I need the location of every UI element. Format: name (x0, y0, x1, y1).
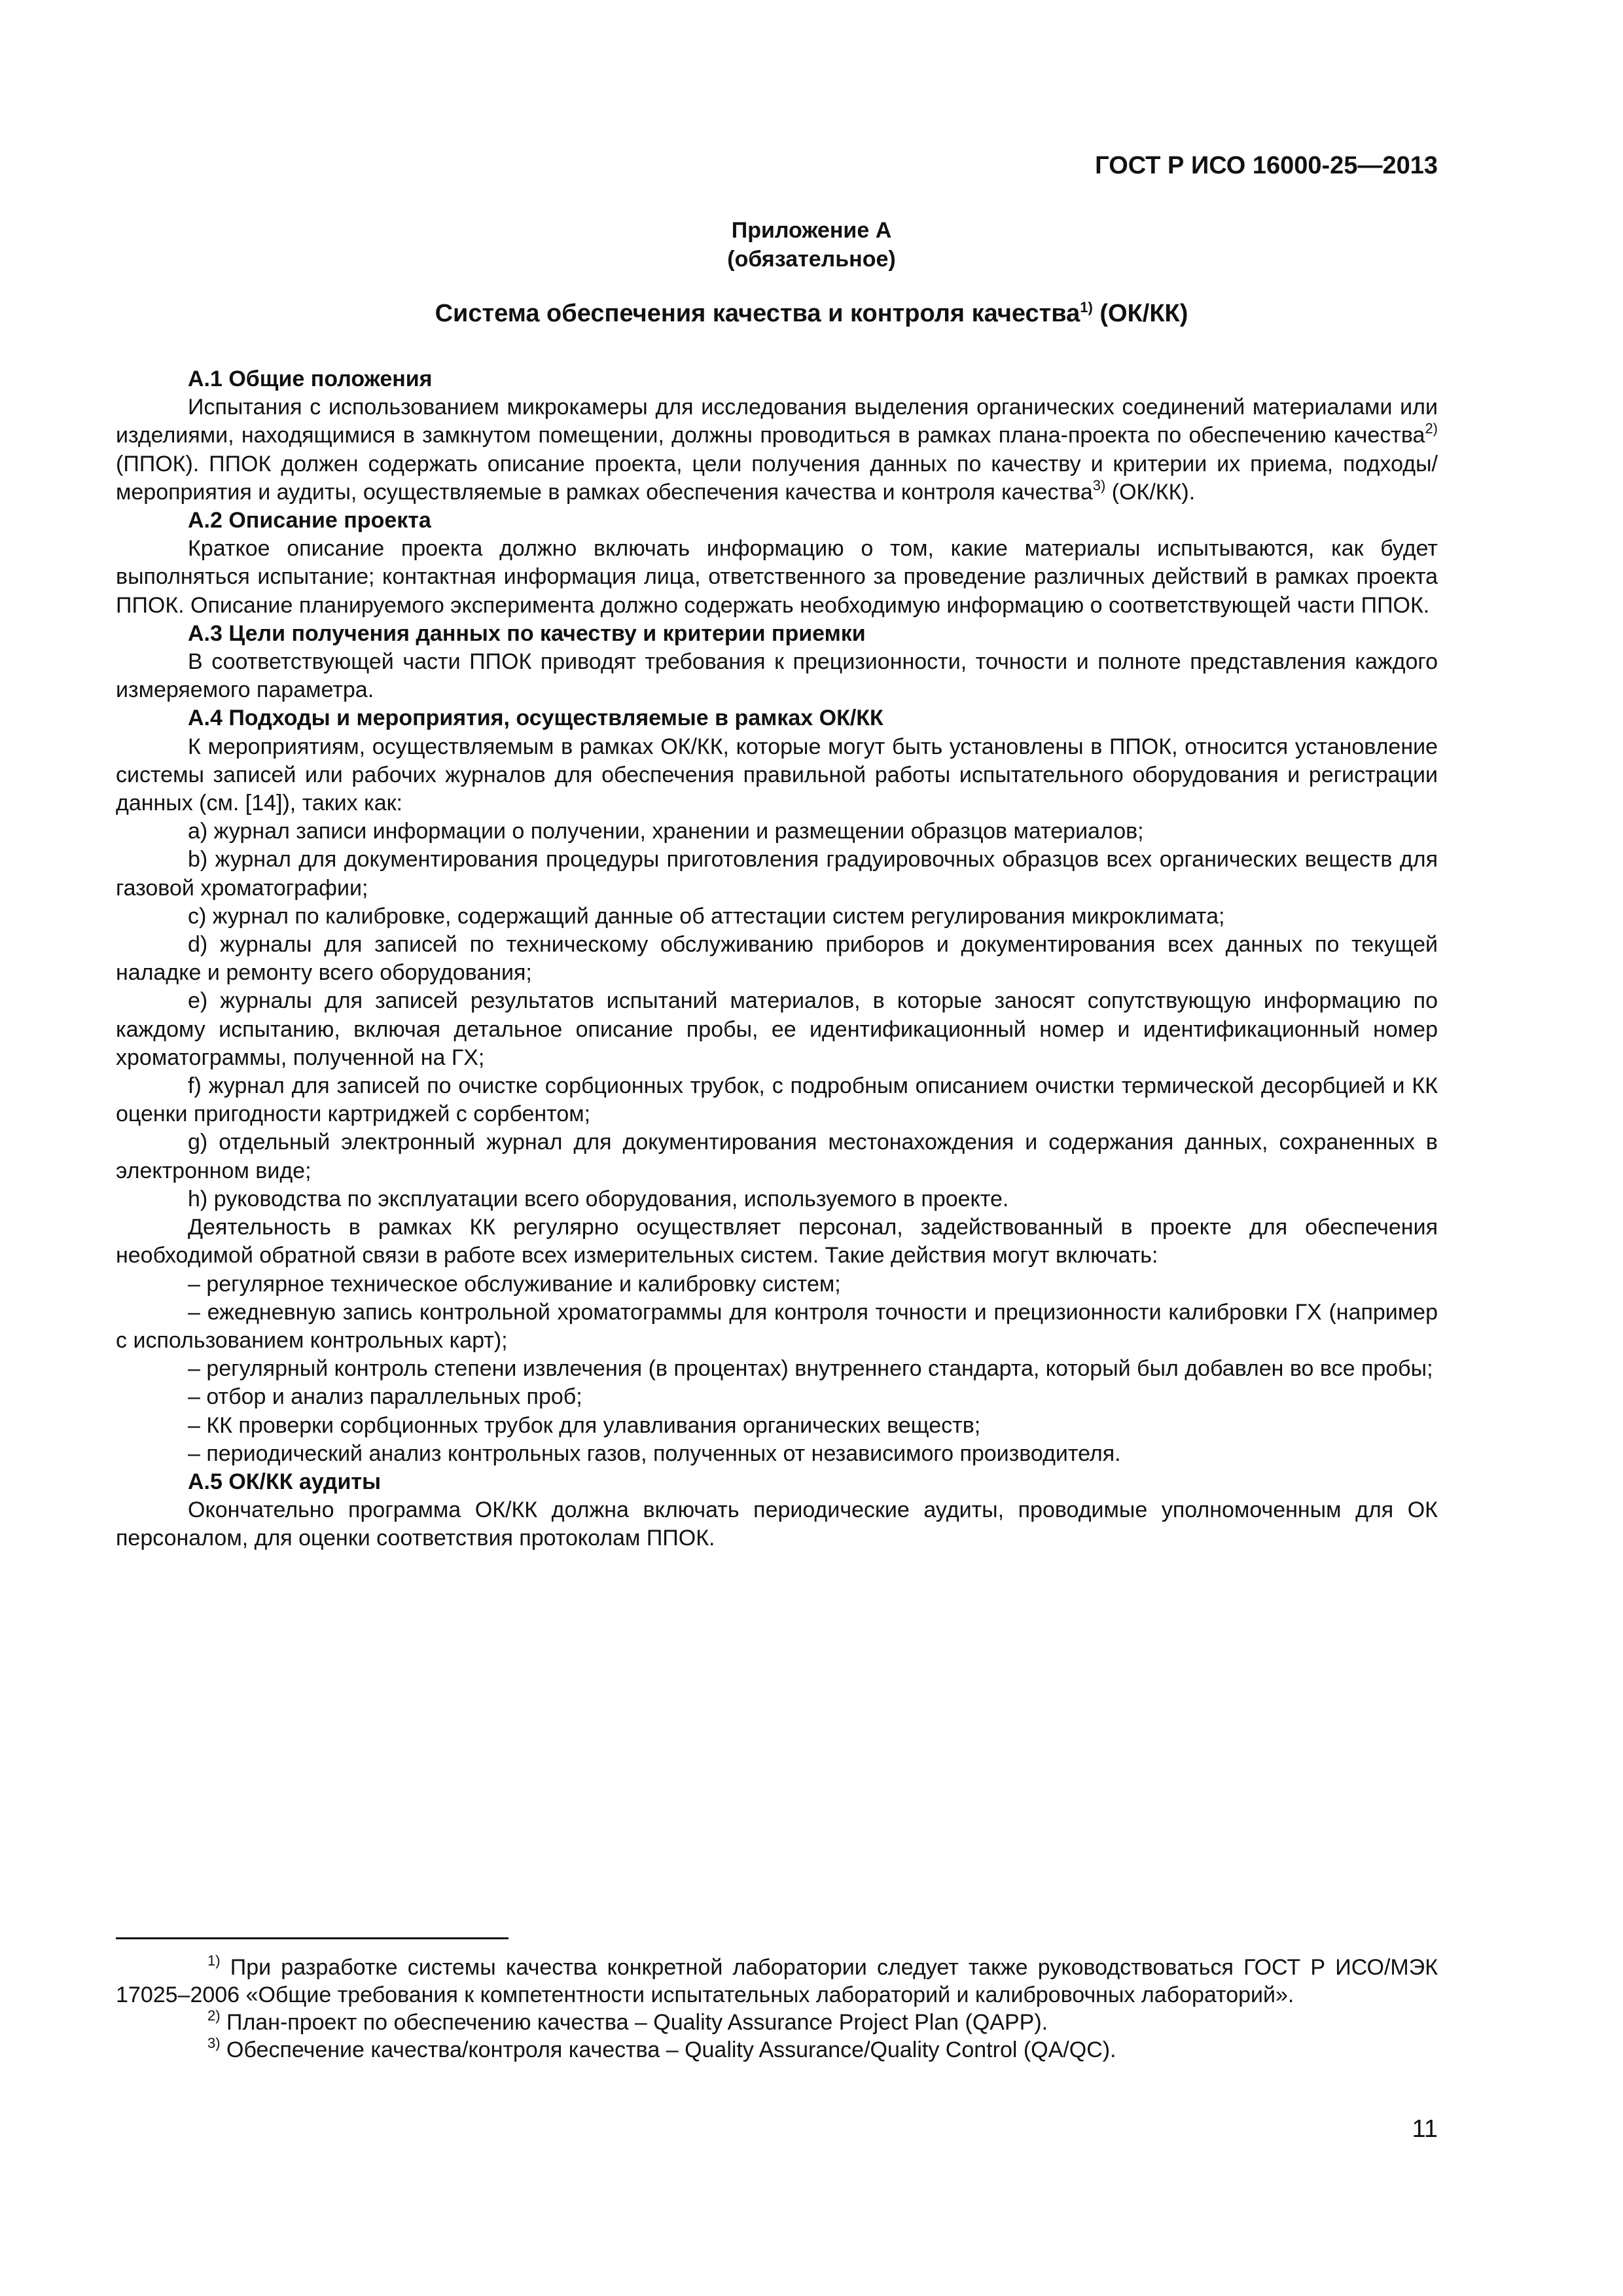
list-item: e) журналы для записей результатов испытаний материалов, в которые заносят сопутствующую информацию по каждому испытанию, включая детальное описание пробы, ее идентификационный номер и идентификационный номер хроматограммы, полученной на ГХ; (116, 988, 1438, 1070)
footnote-mark: 3) (207, 2035, 221, 2051)
dash-item: – регулярное техническое обслуживание и калибровку систем; (188, 1271, 841, 1297)
footnote-divider (116, 1937, 508, 1939)
footnote-mark: 2) (207, 2007, 221, 2024)
footnote-mark: 1) (207, 1952, 221, 1969)
section-a2-title: А.2 Описание проекта (188, 508, 431, 533)
footnote-text: План-проект по обеспечению качества – Quality Assurance Project Plan (QAPP). (220, 2010, 1048, 2035)
footnote (116, 1954, 1438, 2009)
annex-status: (обязательное) (727, 247, 896, 272)
list-item: g) отдельный электронный журнал для документирования местонахождения и содержания данных, сохраненных в электронном виде; (116, 1130, 1438, 1183)
section-a1-title: А.1 Общие положения (188, 367, 433, 391)
section-a2-paragraph: Краткое описание проекта должно включать информацию о том, какие материалы испытываются, как будет выполняться испытание; контактная информация лица, ответственного за проведение различных действий в рамках проекта ППОК. Описание планируемого эксперимента должно содержать необходимую информацию о соответствующей части ППОК. (116, 536, 1438, 618)
annex-heading (0, 300, 1623, 328)
list-item: a) журнал записи информации о получении, хранении и размещении образцов материалов; (188, 819, 1144, 844)
annex-heading-tail: (ОК/КК) (1092, 300, 1188, 327)
document-body (116, 365, 1438, 1553)
annex-label: Приложение А (731, 218, 892, 243)
footnote-mark: 1) (1080, 299, 1093, 315)
section-a3-title: А.3 Цели получения данных по качеству и критерии приемки (188, 620, 866, 646)
footnote (116, 2009, 1438, 2036)
section-a4-paragraph: К мероприятиям, осуществляемым в рамках ОК/КК, которые могут быть установлены в ППОК, относится установление системы записей или рабочих журналов для обеспечения правильной работы испытательного оборудования и регистрации данных (см. [14]), таких как: (116, 734, 1438, 816)
section-a4-title: А.4 Подходы и мероприятия, осуществляемые в рамках ОК/КК (188, 706, 883, 731)
footnote-mark: 3) (1092, 476, 1106, 493)
document-code: ГОСТ Р ИСО 16000-25—2013 (1095, 152, 1438, 179)
dash-item: – КК проверки сорбционных трубок для улавливания органических веществ; (188, 1412, 981, 1438)
section-a5-title: А.5 ОК/КК аудиты (188, 1469, 382, 1494)
page-number: 11 (1412, 2115, 1438, 2143)
list-item: d) журналы для записей по техническому обслуживанию приборов и документирования всех данных по текущей наладке и ремонту всего оборудования; (116, 932, 1438, 986)
list-item: f) журнал для записей по очистке сорбционных трубок, с подробным описанием очистки термической десорбцией и КК оценки пригодности картриджей с сорбентом; (116, 1073, 1438, 1127)
text-run: (ОК/КК). (1105, 479, 1196, 505)
footnote (116, 2036, 1438, 2064)
section-a5-paragraph: Окончательно программа ОК/КК должна включать периодические аудиты, проводимые уполномоченным для ОК персоналом, для оценки соответствия протоколам ППОК. (116, 1498, 1438, 1551)
section-a4-paragraph-2: Деятельность в рамках КК регулярно осуществляет персонал, задействованный в проекте для обеспечения необходимой обратной связи в работе всех измерительных систем. Такие действия могут включать: (116, 1215, 1438, 1268)
footnote-text: Обеспечение качества/контроля качества – Quality Assurance/Quality Control (QA/QC). (220, 2037, 1116, 2062)
list-item: c) журнал по калибровке, содержащий данные об аттестации систем регулирования микроклимата; (188, 903, 1225, 929)
footnotes (116, 1954, 1438, 2064)
section-a3-paragraph: В соответствующей части ППОК приводят требования к прецизионности, точности и полноте представления каждого измеряемого параметра. (116, 649, 1438, 703)
list-item: b) журнал для документирования процедуры приготовления градуировочных образцов всех органических веществ для газовой хроматографии; (116, 847, 1438, 901)
footnote-text: При разработке системы качества конкретной лаборатории следует также руководствоваться ГОСТ Р ИСО/МЭК 17025–2006 «Общие требования к компетентности испытательных лабораторий и калибровочных лабораторий». (116, 1955, 1438, 2007)
annex-heading-text: Система обеспечения качества и контроля качества (435, 300, 1080, 327)
text-run: Испытания с использованием микрокамеры для исследования выделения органических соединений материалами или изделиями, находящимися в замкнутом помещении, должны проводиться в рамках плана-проекта по обеспечению качества (116, 395, 1438, 448)
section-a1-paragraph (116, 393, 1438, 507)
dash-item: – ежедневную запись контрольной хроматограммы для контроля точности и прецизионности калибровки ГХ (например с использованием контрольных карт); (116, 1299, 1438, 1353)
dash-item: – отбор и анализ параллельных проб; (188, 1384, 582, 1410)
list-item: h) руководства по эксплуатации всего оборудования, используемого в проекте. (188, 1186, 1009, 1211)
footnote-mark: 2) (1425, 420, 1438, 437)
text-run: (ППОК). ППОК должен содержать описание проекта, цели получения данных по качеству и критерии их приема, подходы/мероприятия и аудиты, осуществляемые в рамках обеспечения качества и контроля качества (116, 451, 1438, 505)
dash-item: – регулярный контроль степени извлечения (в процентах) внутреннего стандарта, который был добавлен во все пробы; (188, 1356, 1433, 1382)
dash-item: – периодический анализ контрольных газов, полученных от независимого производителя. (188, 1441, 1121, 1466)
annex-title (0, 216, 1623, 274)
